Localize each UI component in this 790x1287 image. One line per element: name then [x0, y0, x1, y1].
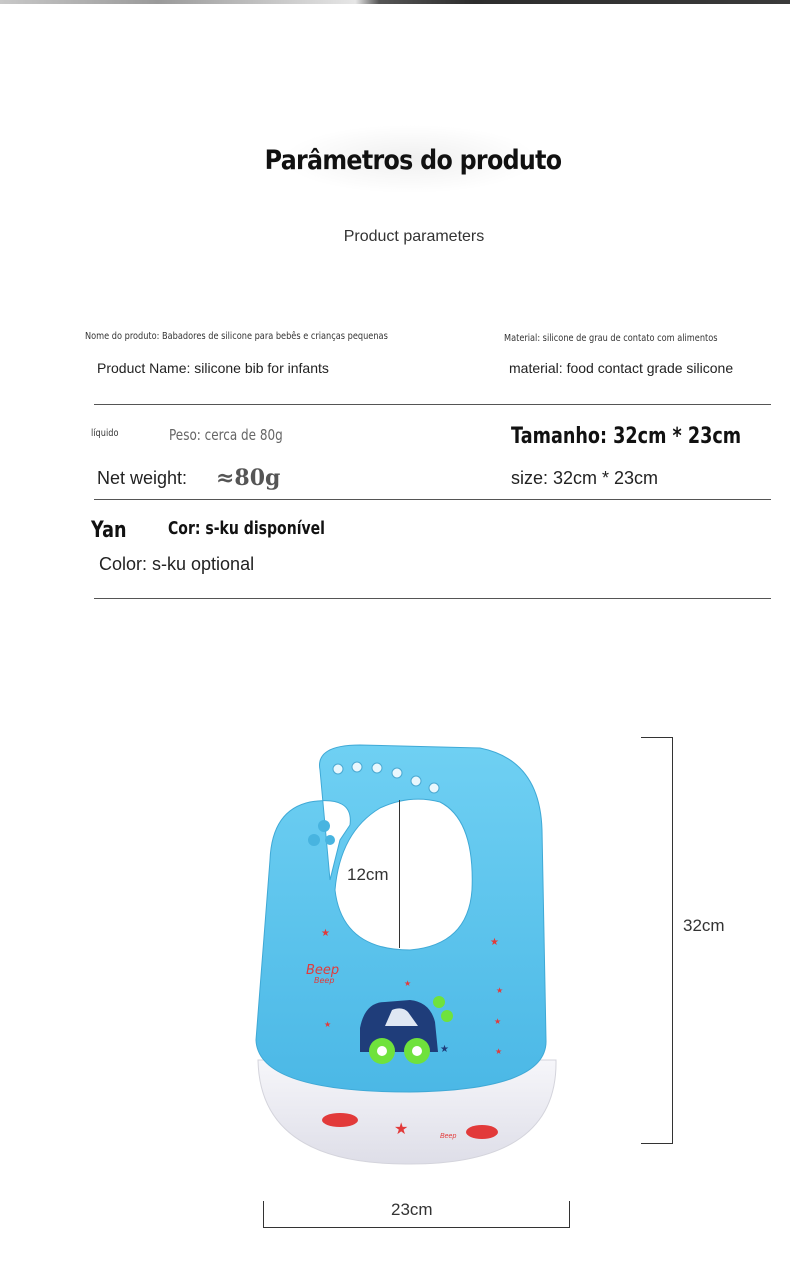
svg-text:★: ★ — [495, 1047, 503, 1056]
width-dimension-label: 23cm — [391, 1200, 433, 1219]
size-pt: Tamanho: 32cm * 23cm — [511, 424, 742, 449]
bib-product-image — [250, 740, 570, 1170]
svg-text:★: ★ — [404, 979, 412, 988]
width-dimension-right-tick — [569, 1201, 570, 1228]
height-dimension-bottom-tick — [641, 1143, 673, 1144]
weight-pt: Peso: cerca de 80g — [169, 426, 283, 444]
svg-text:Beep: Beep — [314, 976, 335, 985]
divider-3 — [94, 598, 771, 599]
width-dimension-left-tick — [263, 1201, 264, 1228]
product-name-pt: Nome do produto: Babadores de silicone para bebês e crianças pequenas — [85, 331, 388, 342]
weight-en-value: ≈80g — [216, 465, 281, 491]
product-name-en: Product Name: silicone bib for infants — [97, 360, 329, 376]
svg-text:Beep: Beep — [306, 963, 340, 978]
height-dimension-top-tick — [641, 737, 673, 738]
top-banner-strip — [0, 0, 790, 4]
page-subtitle: Product parameters — [343, 228, 485, 245]
svg-text:★: ★ — [440, 1044, 449, 1055]
svg-text:★: ★ — [490, 937, 499, 948]
neck-dimension-label: 12cm — [347, 865, 389, 884]
width-dimension-line — [263, 1227, 570, 1228]
svg-text:★: ★ — [324, 1020, 332, 1029]
color-pt: Cor: s-ku disponível — [168, 518, 325, 539]
svg-text:★: ★ — [496, 986, 504, 995]
height-dimension-line — [672, 737, 673, 1144]
divider-2 — [94, 499, 771, 500]
material-en: material: food contact grade silicone — [509, 360, 734, 376]
page-title: Parâmetros do produto — [264, 145, 562, 176]
svg-text:★: ★ — [321, 928, 330, 939]
color-en: Color: s-ku optional — [99, 554, 255, 574]
neck-dimension-line — [399, 800, 400, 948]
size-en: size: 32cm * 23cm — [511, 468, 659, 488]
height-dimension-label: 32cm — [683, 916, 725, 935]
color-prefix: Yan — [91, 518, 127, 543]
svg-text:★: ★ — [494, 1017, 502, 1026]
divider-1 — [94, 404, 771, 405]
weight-en-label: Net weight: — [97, 468, 188, 488]
material-pt: Material: silicone de grau de contato com alimentos — [504, 333, 718, 344]
svg-text:Beep: Beep — [440, 1133, 457, 1140]
liquid-label: líquido — [91, 428, 119, 439]
svg-text:★: ★ — [394, 1121, 409, 1138]
